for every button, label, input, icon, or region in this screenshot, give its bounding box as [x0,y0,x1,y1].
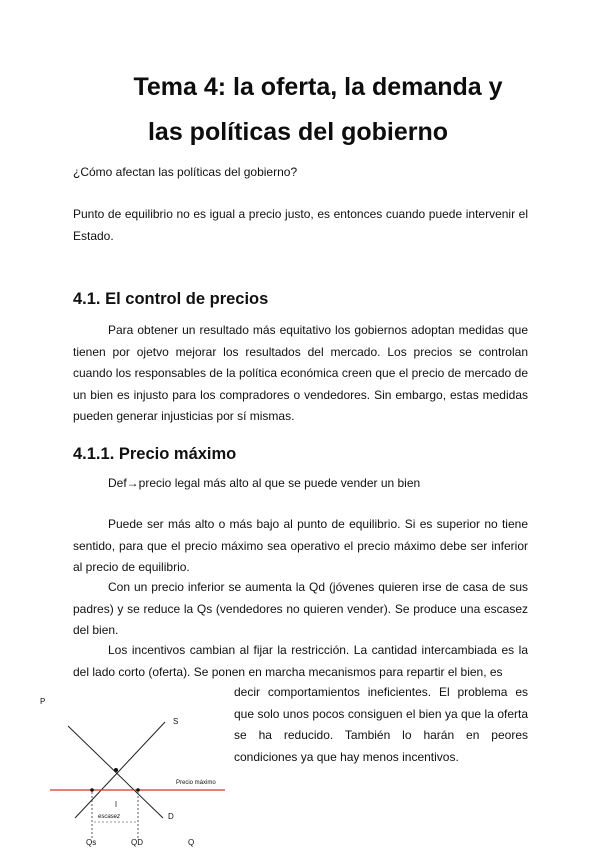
paragraph-shortage: Con un precio inferior se aumenta la Qd (jóvenes quieren irse de casa de sus padres) y se reduce la Qs (vendedores no quieren vender). Se produce una escasez del bien. [73,580,528,637]
demand-label: D [168,812,174,821]
supply-curve [75,722,165,818]
price-ceiling-diagram [30,688,240,848]
shortage-label: escasez [98,814,121,820]
page-title-line1: Tema 4: la oferta, la demanda y [133,73,503,101]
price-ceiling-label: Precio máximo [176,780,216,786]
definition-text: Def→precio legal más alto al que se puede vender un bien [108,476,421,490]
quantity-demanded-point [136,788,140,792]
equilibrium-point [114,768,118,772]
page-title-line2: las políticas del gobierno [147,118,449,146]
qs-label: Qs [86,838,97,847]
section-heading-4-1: 4.1. El control de precios [73,290,269,308]
intro-paragraph: Punto de equilibrio no es igual a precio justo, es entonces cuando puede intervenir el Estado. [73,207,528,243]
question-text: ¿Cómo afectan las políticas del gobierno? [73,165,298,179]
qd-label: QD [131,838,143,847]
supply-label: S [173,717,179,726]
section-heading-4-1-1: 4.1.1. Precio máximo [73,445,237,463]
axis-label-p: P [40,697,46,706]
section-4-1-paragraph: Para obtener un resultado más equitativo los gobiernos adoptan medidas que tienen por ojetvo mejorar los resultados del mercado. Los precios se controlan cuando los responsables de la política económica creen que el precio de mercado de un bien es injusto para los compradores o vendedores. Sin embargo, estas medidas pueden generar injusticias por sí mismas. [73,323,528,423]
axis-label-q: Q [188,838,195,847]
quantity-supplied-point [90,788,94,792]
paragraph-price-level: Puede ser más alto o más bajo al punto de equilibrio. Si es superior no tiene sentido, para que el precio máximo sea operativo el precio máximo debe ser inferior al precio de equilibrio. [73,517,528,574]
paragraph-incentives-continued: decir comportamientos ineficientes. El problema es que solo unos pocos consiguen el bien ya que la oferta se ha reducido. También lo harán en peores condiciones ya que hay menos incentivos. [234,685,528,764]
paragraph-incentives: Los incentivos cambian al fijar la restricción. La cantidad intercambiada es la del lado corto (oferta). Se ponen en marcha mecanismos para repartir el bien, es [73,643,528,679]
